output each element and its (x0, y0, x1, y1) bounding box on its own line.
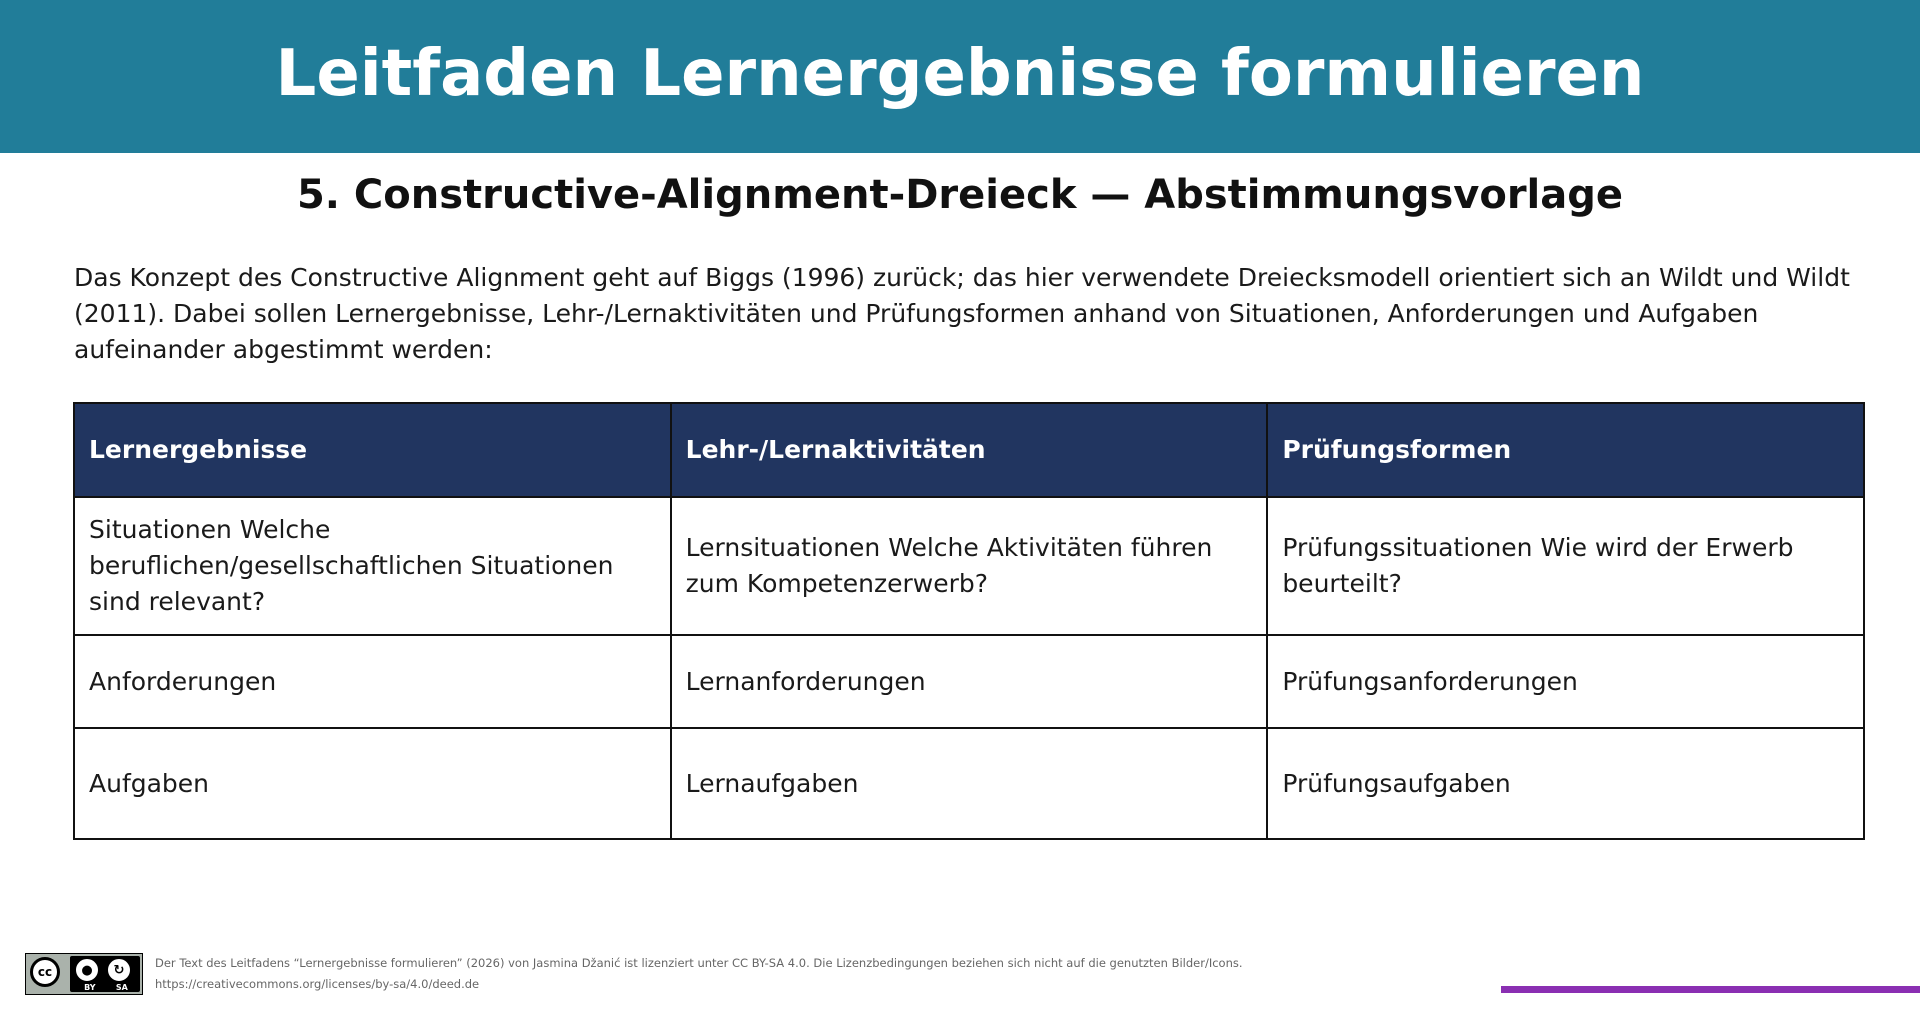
cc-icon (30, 957, 60, 987)
alignment-table-grid (73, 402, 1865, 840)
table-cell: Lernanforderungen (671, 635, 1268, 728)
page-title: Leitfaden Lernergebnisse formulieren (275, 36, 1645, 111)
table-header-row (74, 403, 1864, 497)
license-text (155, 953, 1243, 995)
table-row (74, 635, 1864, 728)
table-cell: Aufgaben (74, 728, 671, 839)
table-row (74, 497, 1864, 635)
intro-paragraph: Das Konzept des Constructive Alignment geht auf Biggs (1996) zurück; das hier verwendete Dreiecksmodell orientiert sich an Wildt und Wildt (2011). Dabei sollen Lernergebnisse, Lehr-/Lernaktivitäten und Prüfungsformen anhand von Situationen, Anforderungen und Aufgaben aufeinander abgestimmt werden: (74, 263, 1850, 364)
table-cell: Situationen Welche beruflichen/gesellschaftlichen Situationen sind relevant? (74, 497, 671, 635)
header-banner (0, 0, 1920, 153)
person-icon: ● (74, 957, 100, 983)
cc-attribution-icons (74, 957, 132, 983)
by-label: BY (84, 983, 96, 992)
table-row (74, 728, 1864, 839)
table-cell: Lernaufgaben (671, 728, 1268, 839)
table-cell: Prüfungssituationen Wie wird der Erwerb beurteilt? (1267, 497, 1864, 635)
header-lernergebnisse: Lernergebnisse (74, 403, 671, 497)
share-alike-icon: ↻ (106, 957, 132, 983)
table-cell: Anforderungen (74, 635, 671, 728)
alignment-table (73, 402, 1865, 840)
cc-by-sa-license-icon[interactable] (25, 953, 143, 995)
accent-line (1501, 986, 1920, 993)
table-cell: Prüfungsanforderungen (1267, 635, 1864, 728)
section-title: 5. Constructive-Alignment-Dreieck — Abstimmungsvorlage (296, 172, 1624, 218)
table-cell: Lernsituationen Welche Aktivitäten führen zum Kompetenzerwerb? (671, 497, 1268, 635)
header-pruefungsformen: Prüfungsformen (1267, 403, 1864, 497)
license-line: Der Text des Leitfadens “Lernergebnisse formulieren” (2026) von Jasmina Džanić ist lizenziert unter CC BY-SA 4.0. Die Lizenzbedingungen beziehen sich nicht auf die genutzten Bilder/Icons. (155, 956, 1243, 970)
header-lehr-lernaktivitaeten: Lehr-/Lernaktivitäten (671, 403, 1268, 497)
cc-label: cc (37, 965, 53, 979)
table-cell: Prüfungsaufgaben (1267, 728, 1864, 839)
cc-badge-labels (74, 983, 138, 992)
footer (25, 953, 1243, 995)
sa-label: SA (115, 983, 128, 992)
license-url-link[interactable]: https://creativecommons.org/licenses/by-sa/4.0/deed.de (155, 977, 480, 991)
